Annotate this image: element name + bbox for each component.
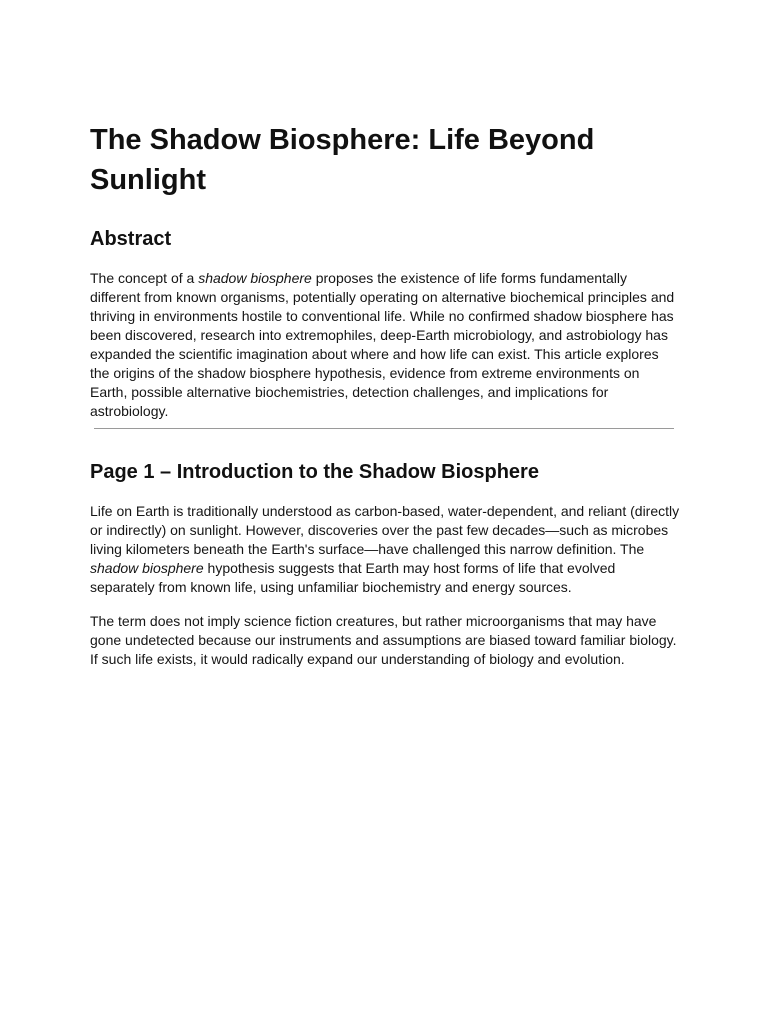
paragraph-1-term-emphasis: shadow biosphere <box>90 560 204 576</box>
abstract-text-end: proposes the existence of life forms fundamentally different from known organisms, potentially operating on alternative biochemical principles and thriving in environments hostile to conventional life. While no confirmed shadow biosphere has been discovered, research into extremophiles, deep-Earth microbiology, and astrobiology has expanded the scientific imagination about where and how life can exist. This article explores the origins of the shadow biosphere hypothesis, evidence from extreme environments on Earth, possible alternative biochemistries, detection challenges, and implications for astrobiology. <box>90 270 675 419</box>
abstract-paragraph <box>90 269 680 421</box>
document-title: The Shadow Biosphere: Life Beyond Sunlight <box>90 124 595 196</box>
paragraph-1-text-start: Life on Earth is traditionally understood as carbon-based, water-dependent, and reliant (directly or indirectly) on sunlight. However, discoveries over the past few decades—such as microbes living kilometers beneath the Earth's surface—have challenged this narrow definition. The <box>90 503 680 557</box>
section-divider <box>94 428 674 429</box>
introduction-paragraph-2: The term does not imply science fiction creatures, but rather microorganisms that may have gone undetected because our instruments and assumptions are biased toward familiar biology. If such life exists, it would radically expand our understanding of biology and evolution. <box>90 613 677 667</box>
section-heading-introduction: Page 1 – Introduction to the Shadow Biosphere <box>90 461 539 483</box>
introduction-paragraph-1 <box>90 502 680 597</box>
paragraph-1-text-end: hypothesis suggests that Earth may host forms of life that evolved separately from known life, using unfamiliar biochemistry and energy sources. <box>90 560 616 595</box>
abstract-text-start: The concept of a <box>90 270 199 286</box>
abstract-term-emphasis: shadow biosphere <box>198 270 312 286</box>
abstract-heading: Abstract <box>90 228 172 250</box>
